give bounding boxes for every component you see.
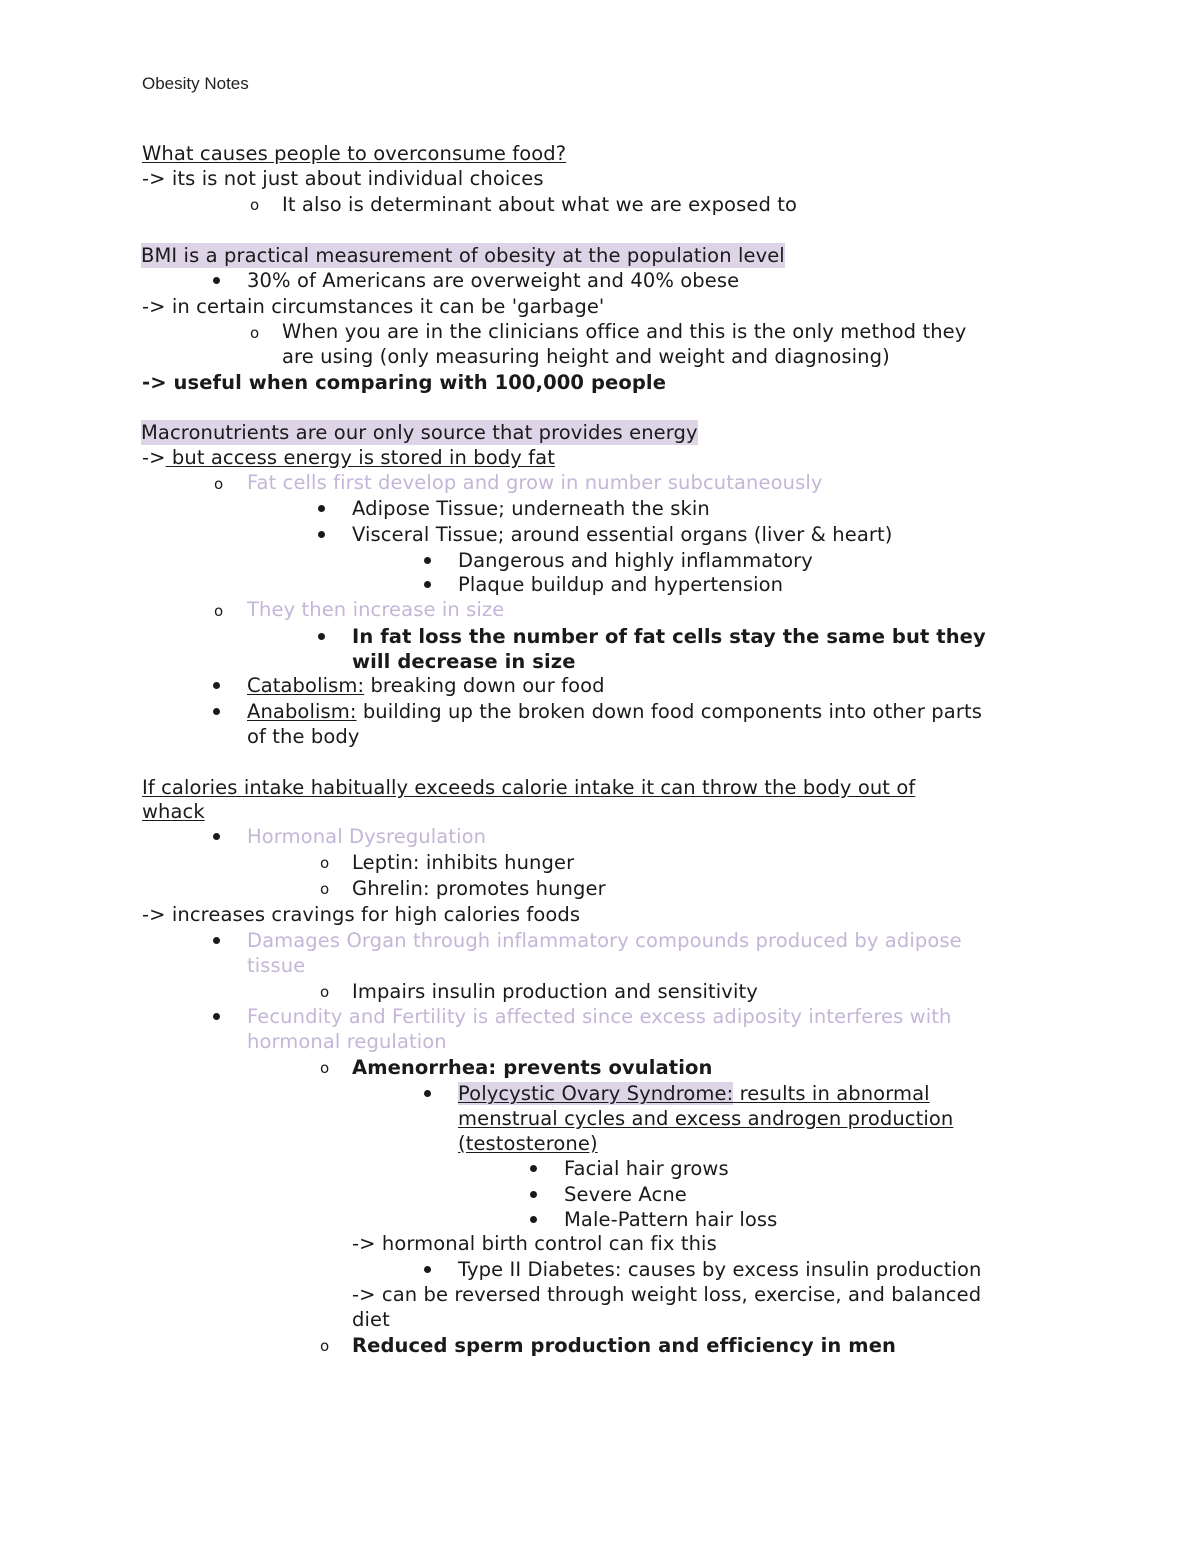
sub-bullet-marker: o <box>250 196 260 214</box>
bullet-marker <box>213 277 220 284</box>
bullet-marker <box>213 682 220 689</box>
arrow-note: -> hormonal birth control can fix this <box>352 1232 717 1255</box>
arrow: -> <box>142 446 166 469</box>
list-item: Male-Pattern hair loss <box>564 1208 778 1231</box>
bullet-marker <box>424 1090 431 1097</box>
sub-bullet-marker: o <box>320 983 330 1001</box>
bullet-marker <box>213 1013 220 1020</box>
list-item <box>247 673 605 698</box>
sub-bullet-marker: o <box>320 1059 330 1077</box>
list-item-continued: (testosterone) <box>458 1132 598 1155</box>
list-item-faint: Fecundity and Fertility is affected since excess adiposity interferes with <box>247 1005 952 1028</box>
arrow-note-bold: -> useful when comparing with 100,000 people <box>142 371 667 394</box>
arrow-note <box>142 445 555 470</box>
arrow-note-continued: diet <box>352 1308 390 1331</box>
list-item-continued: menstrual cycles and excess androgen production <box>458 1107 954 1130</box>
list-item: Leptin: inhibits hunger <box>352 851 575 874</box>
list-item-faint-continued: tissue <box>247 954 306 977</box>
definition: results in abnormal <box>733 1082 930 1105</box>
bullet-marker <box>530 1216 537 1223</box>
bullet-marker <box>318 531 325 538</box>
arrow-note: -> in certain circumstances it can be 'garbage' <box>142 295 605 318</box>
underlined-note: but access energy is stored in body fat <box>165 446 555 469</box>
list-item: Severe Acne <box>564 1183 687 1206</box>
list-item-faint: Hormonal Dysregulation <box>247 825 487 848</box>
list-item <box>458 1081 930 1106</box>
arrow-note: -> can be reversed through weight loss, exercise, and balanced <box>352 1283 982 1306</box>
sub-bullet-marker: o <box>214 475 224 493</box>
bullet-marker <box>530 1191 537 1198</box>
list-item <box>247 699 982 724</box>
list-item-bold: Amenorrhea: prevents ovulation <box>352 1056 713 1079</box>
term-pcos: Polycystic Ovary Syndrome: <box>458 1082 734 1105</box>
section-heading-calories: If calories intake habitually exceeds calorie intake it can throw the body out of <box>142 776 916 799</box>
list-item: When you are in the clinicians office and this is the only method they <box>282 320 967 343</box>
list-item: Facial hair grows <box>564 1157 729 1180</box>
arrow-note: -> increases cravings for high calories foods <box>142 903 581 926</box>
sub-bullet-marker: o <box>320 880 330 898</box>
list-item: It also is determinant about what we are exposed to <box>282 193 797 216</box>
list-item-continued: of the body <box>247 725 360 748</box>
list-item: Dangerous and highly inflammatory <box>458 549 813 572</box>
page-header-title: Obesity Notes <box>142 74 249 93</box>
section-heading-bmi: BMI is a practical measurement of obesity at the population level <box>141 244 785 267</box>
bullet-marker <box>530 1165 537 1172</box>
list-item: Ghrelin: promotes hunger <box>352 877 606 900</box>
bullet-marker <box>318 633 325 640</box>
section-heading-macronutrients: Macronutrients are our only source that provides energy <box>141 421 698 444</box>
arrow-note: -> its is not just about individual choices <box>142 167 544 190</box>
sub-bullet-marker: o <box>320 854 330 872</box>
bullet-marker <box>424 1266 431 1273</box>
bullet-marker <box>424 581 431 588</box>
list-item: Adipose Tissue; underneath the skin <box>352 497 710 520</box>
list-item-bold: In fat loss the number of fat cells stay the same but they <box>352 625 986 648</box>
list-item-faint: Fat cells first develop and grow in number subcutaneously <box>247 471 823 494</box>
term-catabolism: Catabolism: <box>247 674 365 697</box>
section-heading-continued: whack <box>142 800 205 823</box>
sub-bullet-marker: o <box>320 1337 330 1355</box>
bullet-marker <box>213 833 220 840</box>
sub-bullet-marker: o <box>250 324 260 342</box>
list-item-faint: They then increase in size <box>247 598 505 621</box>
bullet-marker <box>213 708 220 715</box>
section-heading-overconsume: What causes people to overconsume food? <box>142 142 567 165</box>
bullet-marker <box>424 557 431 564</box>
list-item-bold-continued: will decrease in size <box>352 650 576 673</box>
sub-bullet-marker: o <box>214 602 224 620</box>
list-item: 30% of Americans are overweight and 40% obese <box>247 269 740 292</box>
list-item: Type II Diabetes: causes by excess insulin production <box>458 1258 982 1281</box>
definition: building up the broken down food components into other parts <box>356 700 982 723</box>
list-item-faint: Damages Organ through inflammatory compounds produced by adipose <box>247 929 962 952</box>
term-anabolism: Anabolism: <box>247 700 357 723</box>
list-item-faint-continued: hormonal regulation <box>247 1030 447 1053</box>
list-item: Visceral Tissue; around essential organs (liver & heart) <box>352 523 893 546</box>
list-item: Plaque buildup and hypertension <box>458 573 784 596</box>
list-item-bold: Reduced sperm production and efficiency in men <box>352 1334 897 1357</box>
list-item-continued: are using (only measuring height and weight and diagnosing) <box>282 345 890 368</box>
definition: breaking down our food <box>364 674 605 697</box>
bullet-marker <box>213 937 220 944</box>
list-item: Impairs insulin production and sensitivity <box>352 980 758 1003</box>
bullet-marker <box>318 505 325 512</box>
